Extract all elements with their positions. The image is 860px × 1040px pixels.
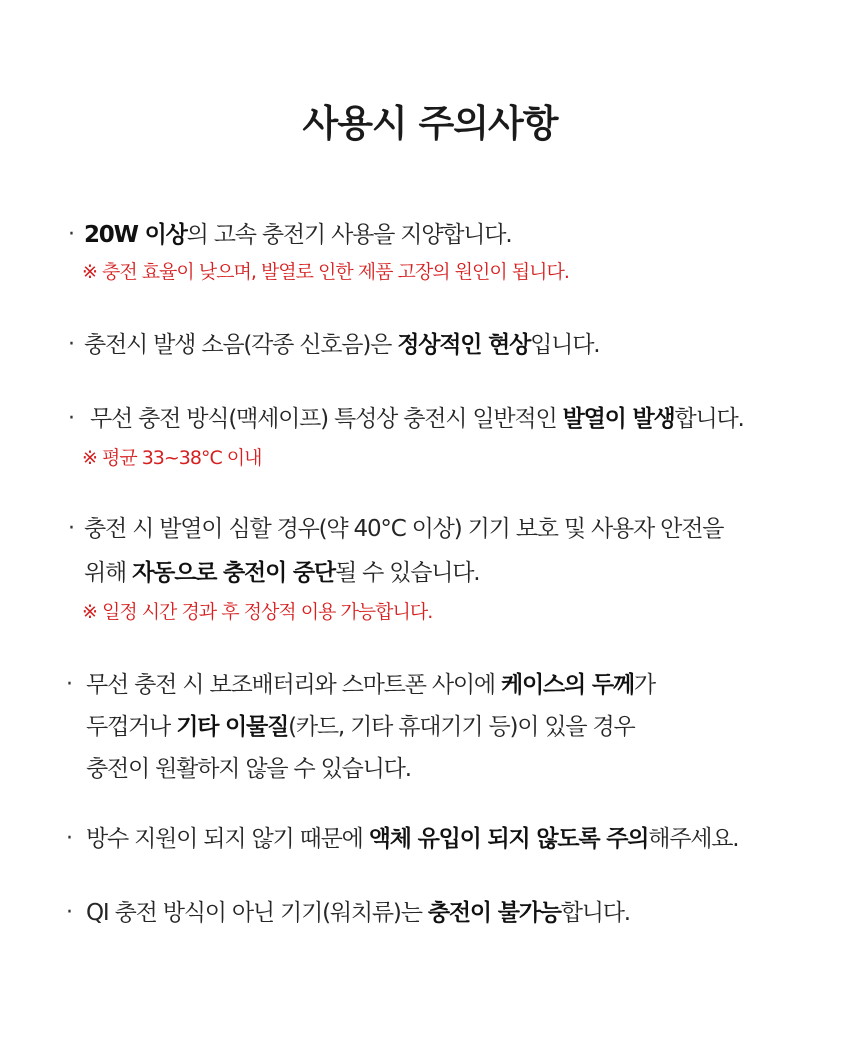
notice-text: 충전 시 발열이 심할 경우(약 40°C 이상) 기기 보호 및 사용자 안전을 bbox=[84, 516, 724, 542]
bullet-icon: · bbox=[66, 672, 73, 697]
emphasis-text: 액체 유입이 되지 않도록 주의 bbox=[368, 826, 649, 852]
notice-text: (카드, 기타 휴대기기 등)이 있을 경우 bbox=[288, 714, 635, 740]
bullet-icon: · bbox=[66, 900, 73, 925]
notice-line bbox=[84, 328, 599, 362]
warning-note: ※ 일정 시간 경과 후 정상적 이용 가능합니다. bbox=[82, 601, 433, 623]
notice-text: 될 수 있습니다. bbox=[334, 560, 480, 586]
emphasis-text: 발열이 발생 bbox=[562, 406, 675, 432]
notice-line bbox=[84, 512, 723, 546]
warning-note: ※ 충전 효율이 낮으며, 발열로 인한 제품 고장의 원인이 됩니다. bbox=[82, 261, 569, 283]
notice-text: QI 충전 방식이 아닌 기기(워치류)는 bbox=[86, 900, 428, 926]
bullet-icon: · bbox=[66, 826, 73, 851]
emphasis-text: 20W 이상 bbox=[84, 222, 187, 248]
notice-text: 충전시 발생 소음(각종 신호음)은 bbox=[84, 332, 398, 358]
notice-line bbox=[86, 822, 738, 856]
notice-text: 가 bbox=[633, 672, 655, 698]
notice-text: 의 고속 충전기 사용을 지양합니다. bbox=[186, 222, 512, 248]
notice-line bbox=[86, 668, 655, 702]
notice-line bbox=[84, 218, 511, 252]
bullet-icon: · bbox=[68, 332, 75, 357]
notice-text: 위해 bbox=[84, 560, 133, 586]
notice-text: 충전이 원활하지 않을 수 있습니다. bbox=[86, 756, 411, 782]
notice-text: 방수 지원이 되지 않기 때문에 bbox=[86, 826, 369, 852]
emphasis-text: 기타 이물질 bbox=[176, 714, 289, 740]
page-title: 사용시 주의사항 bbox=[302, 102, 558, 145]
emphasis-text: 정상적인 현상 bbox=[397, 332, 531, 358]
bullet-icon: · bbox=[68, 406, 75, 431]
emphasis-text: 자동으로 충전이 중단 bbox=[132, 560, 335, 586]
notice-line bbox=[90, 402, 744, 436]
emphasis-text: 케이스의 두께 bbox=[501, 672, 634, 698]
notice-line bbox=[86, 710, 635, 744]
notice-text: 무선 충전 방식(맥세이프) 특성상 충전시 일반적인 bbox=[90, 406, 563, 432]
bullet-icon: · bbox=[68, 222, 75, 247]
notice-line bbox=[86, 752, 411, 786]
bullet-icon: · bbox=[68, 516, 75, 541]
notice-text: 두껍거나 bbox=[86, 714, 177, 740]
notice-text: 해주세요. bbox=[648, 826, 739, 852]
warning-note: ※ 평균 33~38°C 이내 bbox=[82, 447, 262, 469]
emphasis-text: 충전이 불가능 bbox=[427, 900, 561, 926]
notice-text: 합니다. bbox=[674, 406, 744, 432]
notice-text: 무선 충전 시 보조배터리와 스마트폰 사이에 bbox=[86, 672, 501, 698]
notice-text: 입니다. bbox=[530, 332, 600, 358]
notice-line bbox=[86, 896, 630, 930]
notice-line bbox=[84, 556, 479, 590]
notice-text: 합니다. bbox=[560, 900, 630, 926]
